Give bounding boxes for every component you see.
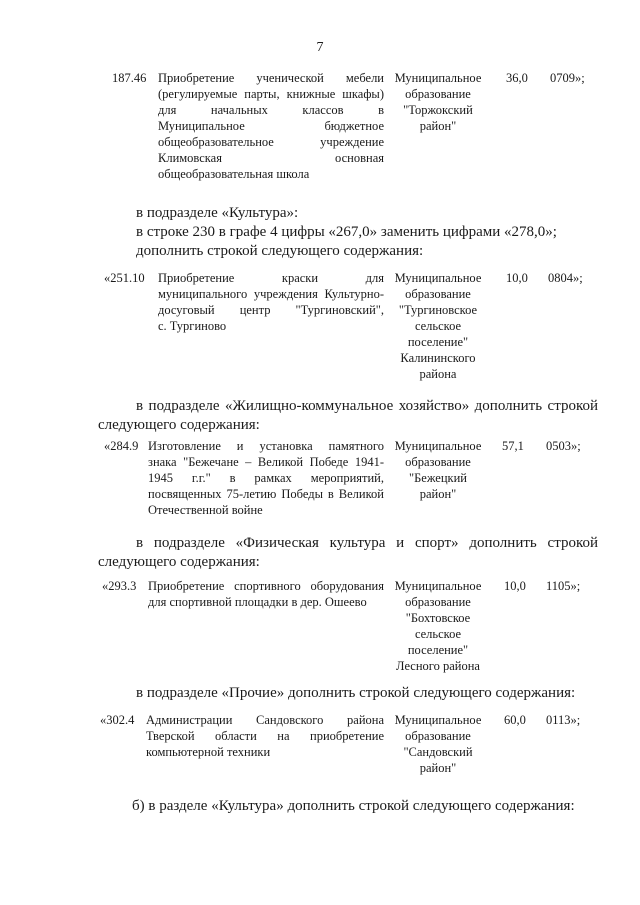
description-line: для начальных классов в bbox=[158, 103, 384, 117]
row-code-kbk: 0113»; bbox=[546, 713, 581, 727]
row-recipient bbox=[390, 70, 486, 134]
description-line: Климовская основная bbox=[158, 151, 384, 165]
description-line: Приобретение ученической мебели bbox=[158, 71, 384, 85]
row-description bbox=[158, 270, 384, 334]
row-code-kbk: 0804»; bbox=[548, 271, 583, 285]
paragraph-line: в подразделе «Прочие» дополнить строкой следующего содержания: bbox=[136, 685, 576, 701]
recipient-line: образование bbox=[405, 287, 471, 301]
row-code: «251.10 bbox=[104, 271, 145, 285]
recipient-line: образование bbox=[405, 455, 471, 469]
description-line: Тверской области на приобретение bbox=[146, 729, 384, 743]
description-line: с. Тургиново bbox=[158, 319, 227, 333]
instruction-paragraph bbox=[132, 797, 575, 816]
paragraph-line: следующего содержания: bbox=[98, 554, 260, 570]
row-amount: 36,0 bbox=[506, 71, 528, 85]
description-line: компьютерной техники bbox=[146, 745, 271, 759]
paragraph-line: в подразделе «Культура»: bbox=[136, 205, 299, 221]
recipient-line: "Бежецкий bbox=[409, 471, 467, 485]
description-line: Приобретение спортивного оборудования bbox=[148, 579, 384, 593]
row-recipient bbox=[390, 270, 486, 382]
row-recipient bbox=[390, 712, 486, 776]
instruction-paragraph bbox=[98, 397, 598, 435]
row-code-kbk: 1105»; bbox=[546, 579, 581, 593]
recipient-line: района bbox=[419, 367, 457, 381]
description-line: Отечественной войне bbox=[148, 503, 263, 517]
row-code: 187.46 bbox=[112, 71, 147, 85]
description-line: знака "Бежечане – Великой Победе 1941- bbox=[148, 455, 384, 469]
recipient-line: район" bbox=[419, 487, 457, 501]
recipient-line: "Бохтовское bbox=[405, 611, 471, 625]
description-line: посвященных 75-летию Победы в Великой bbox=[148, 487, 384, 501]
row-description bbox=[148, 578, 384, 610]
row-code: «284.9 bbox=[104, 439, 139, 453]
description-line: общеобразовательная школа bbox=[158, 167, 310, 181]
row-description bbox=[146, 712, 384, 760]
description-line: общеобразовательное учреждение bbox=[158, 135, 384, 149]
row-code: «302.4 bbox=[100, 713, 135, 727]
recipient-line: Муниципальное bbox=[394, 713, 482, 727]
row-recipient bbox=[390, 438, 486, 502]
recipient-line: Муниципальное bbox=[394, 71, 482, 85]
recipient-line: образование bbox=[405, 595, 471, 609]
paragraph-line: в подразделе «Жилищно-коммунальное хозяйство» дополнить строкой bbox=[136, 398, 598, 414]
description-line: Администрации Сандовского района bbox=[146, 713, 384, 727]
recipient-line: "Торжокский bbox=[403, 103, 473, 117]
recipient-line: образование bbox=[405, 87, 471, 101]
recipient-line: Муниципальное bbox=[394, 271, 482, 285]
description-line: (регулируемые парты, книжные шкафы) bbox=[158, 87, 384, 101]
recipient-line: сельское bbox=[414, 627, 462, 641]
row-code-kbk: 0709»; bbox=[550, 71, 585, 85]
page-number: 7 bbox=[316, 40, 324, 55]
description-line: досуговый центр "Тургиновский", bbox=[158, 303, 384, 317]
instruction-paragraph bbox=[136, 204, 557, 261]
row-code: «293.3 bbox=[102, 579, 137, 593]
row-amount: 10,0 bbox=[506, 271, 528, 285]
recipient-line: поселение" bbox=[407, 643, 469, 657]
paragraph-line: в подразделе «Физическая культура и спорт» дополнить строкой bbox=[136, 535, 598, 551]
paragraph-line: в строке 230 в графе 4 цифры «267,0» заменить цифрами «278,0»; bbox=[136, 224, 557, 240]
description-line: для спортивной площадки в дер. Ошеево bbox=[148, 595, 367, 609]
row-recipient bbox=[390, 578, 486, 674]
recipient-line: Калининского bbox=[400, 351, 476, 365]
row-description bbox=[148, 438, 384, 518]
recipient-line: район" bbox=[419, 119, 457, 133]
recipient-line: сельское bbox=[414, 319, 462, 333]
recipient-line: "Сандовский bbox=[403, 745, 473, 759]
description-line: Приобретение краски для bbox=[158, 271, 384, 285]
recipient-line: район" bbox=[419, 761, 457, 775]
paragraph-line: б) в разделе «Культура» дополнить строкой следующего содержания: bbox=[132, 798, 575, 814]
description-line: Изготовление и установка памятного bbox=[148, 439, 384, 453]
row-amount: 10,0 bbox=[504, 579, 526, 593]
description-line: 1945 г.г." в рамках мероприятий, bbox=[148, 471, 384, 485]
recipient-line: "Тургиновское bbox=[398, 303, 478, 317]
recipient-line: Муниципальное bbox=[394, 439, 482, 453]
row-code-kbk: 0503»; bbox=[546, 439, 581, 453]
row-amount: 60,0 bbox=[504, 713, 526, 727]
instruction-paragraph bbox=[98, 534, 598, 572]
paragraph-line: следующего содержания: bbox=[98, 417, 260, 433]
recipient-line: образование bbox=[405, 729, 471, 743]
instruction-paragraph bbox=[136, 684, 575, 703]
description-line: муниципального учреждения Культурно- bbox=[158, 287, 384, 301]
row-amount: 57,1 bbox=[502, 439, 524, 453]
recipient-line: Лесного района bbox=[396, 659, 480, 673]
description-line: Муниципальное бюджетное bbox=[158, 119, 384, 133]
recipient-line: Муниципальное bbox=[394, 579, 482, 593]
row-description bbox=[158, 70, 384, 182]
paragraph-line: дополнить строкой следующего содержания: bbox=[136, 243, 424, 259]
recipient-line: поселение" bbox=[407, 335, 469, 349]
